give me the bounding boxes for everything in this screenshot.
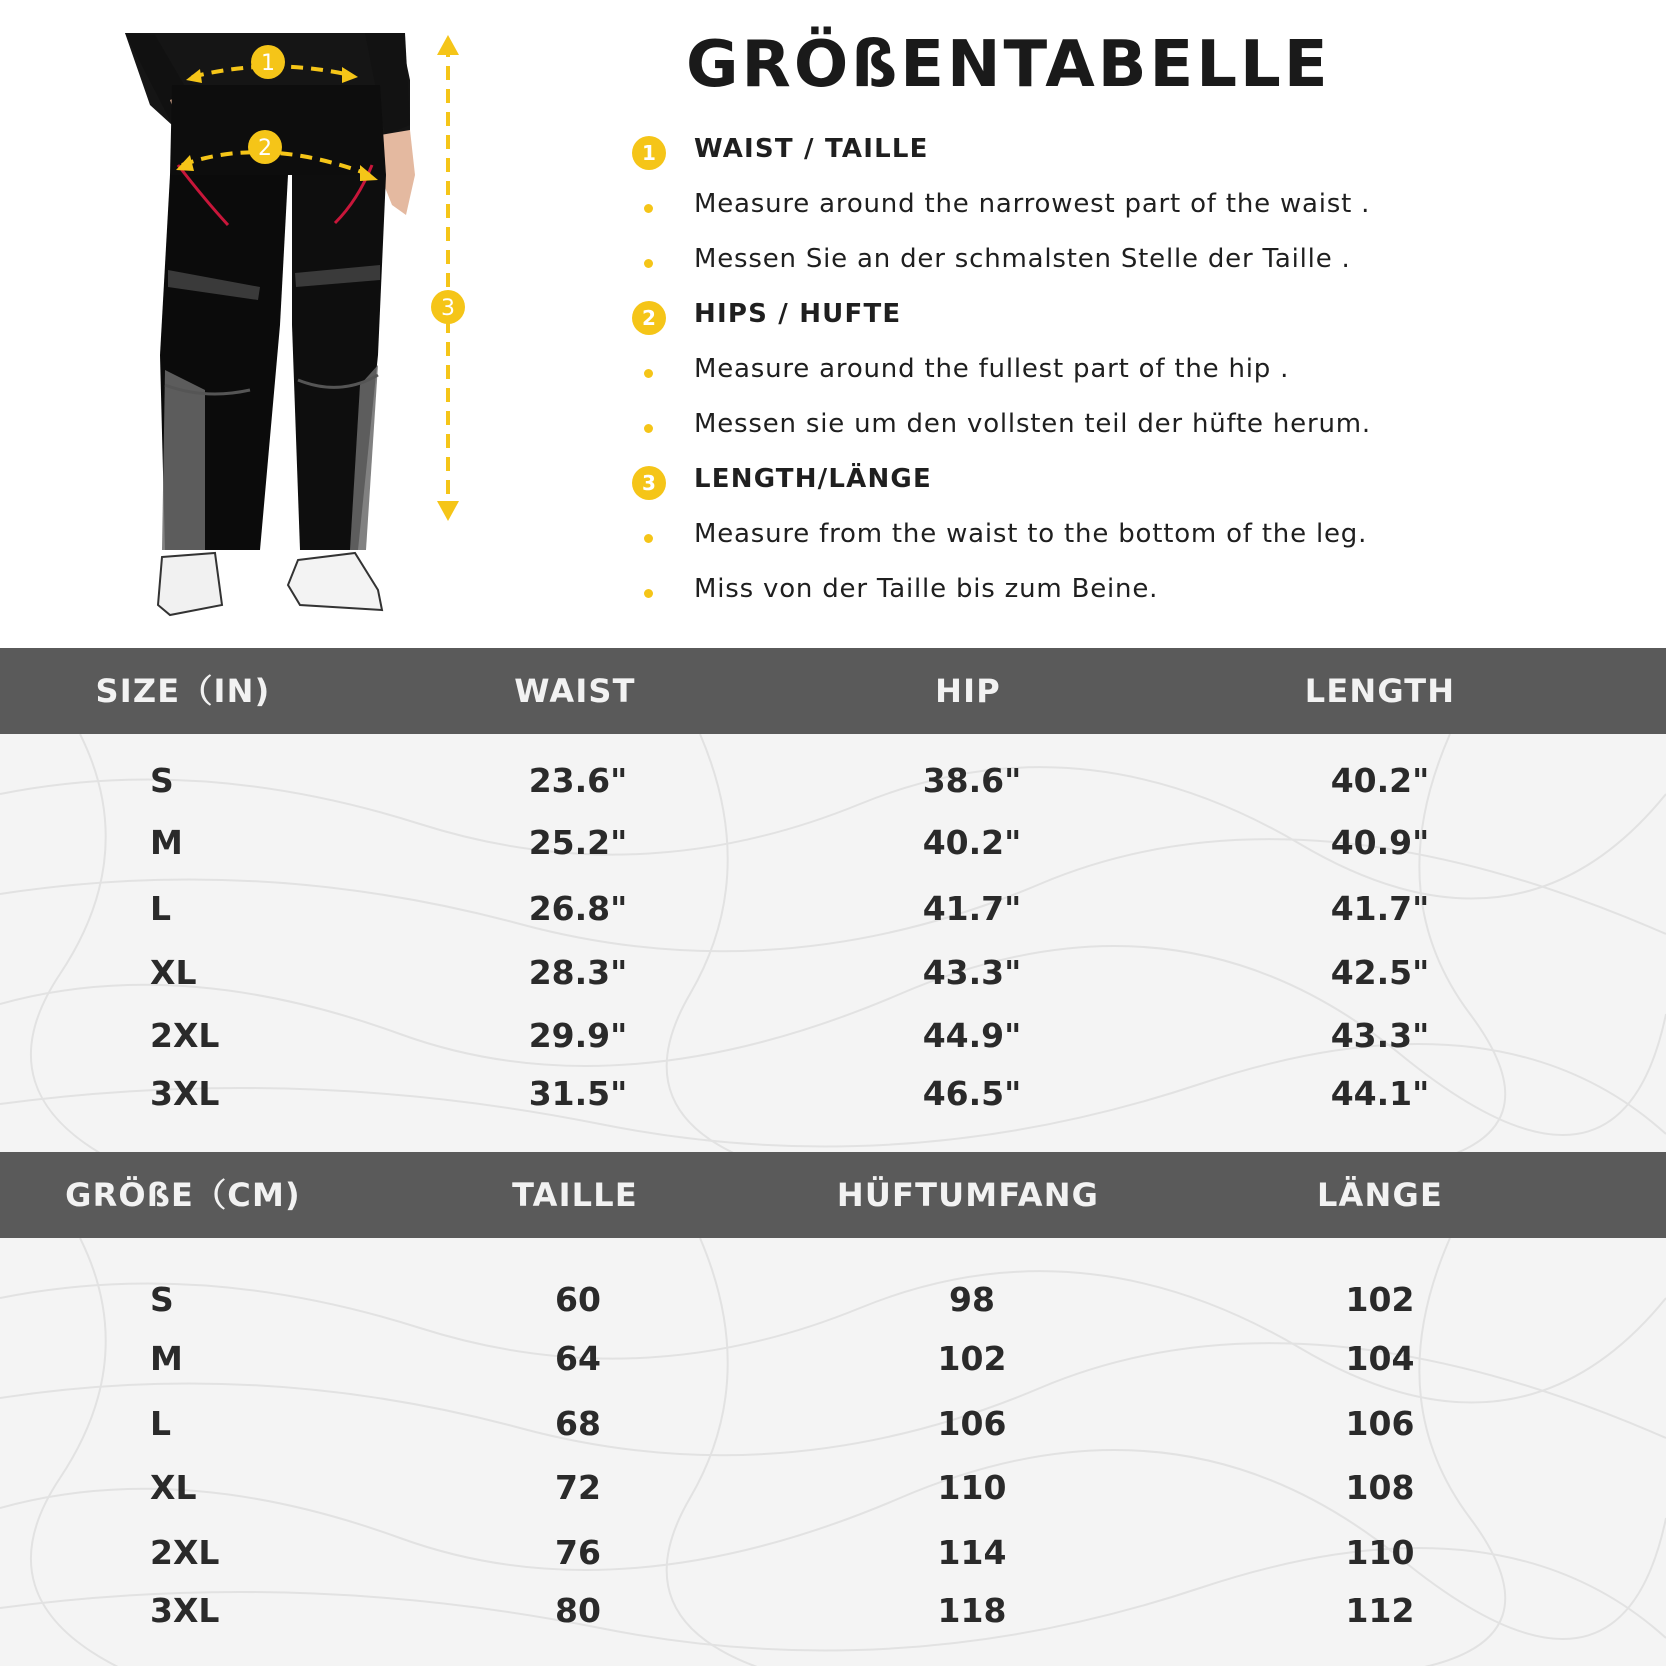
hip-marker-2: 2	[258, 136, 272, 161]
size-cell: 3XL	[150, 1591, 220, 1630]
table-cell: 43.3"	[922, 953, 1022, 992]
column-header: TAILLE	[512, 1176, 638, 1214]
guide-heading	[630, 128, 1630, 183]
guide-bullet-text: Measure around the fullest part of the hip .	[694, 354, 1290, 384]
size-cell: XL	[150, 1468, 197, 1507]
size-cell: 2XL	[150, 1016, 220, 1055]
table-cell: 44.9"	[922, 1016, 1022, 1055]
table-cell: 31.5"	[528, 1074, 628, 1113]
guide-bullet	[630, 238, 1630, 293]
column-header: WAIST	[514, 672, 636, 710]
guide-bullet	[630, 403, 1630, 458]
guide-bullet	[630, 183, 1630, 238]
guide-heading	[630, 293, 1630, 348]
guide-bullet	[630, 348, 1630, 403]
number-badge: 2	[632, 301, 666, 335]
table-cm-body	[0, 1238, 1666, 1666]
table-cell: 114	[937, 1533, 1007, 1572]
table-cell: 23.6"	[528, 761, 628, 800]
size-cell: M	[150, 1339, 183, 1378]
table-cell: 118	[937, 1591, 1007, 1630]
guide-heading-text: HIPS / HUFTE	[694, 299, 902, 329]
table-cell: 112	[1345, 1591, 1415, 1630]
guide-bullet	[630, 568, 1630, 623]
guide-bullet	[630, 513, 1630, 568]
table-in-body	[0, 734, 1666, 1152]
table-cell: 76	[555, 1533, 601, 1572]
size-cell: 2XL	[150, 1533, 220, 1572]
guide-bullet-text: Messen sie um den vollsten teil der hüfte herum.	[694, 409, 1371, 439]
guide-bullet-text: Measure from the waist to the bottom of the leg.	[694, 519, 1368, 549]
table-cell: 41.7"	[922, 889, 1022, 928]
size-cell: 3XL	[150, 1074, 220, 1113]
column-header: SIZE（IN)	[95, 672, 271, 710]
guide-heading-text: WAIST / TAILLE	[694, 134, 929, 164]
table-cell: 72	[555, 1468, 601, 1507]
column-header: LENGTH	[1304, 672, 1456, 710]
table-cell: 41.7"	[1330, 889, 1430, 928]
table-cell: 106	[1345, 1404, 1415, 1443]
table-cell: 98	[949, 1280, 995, 1319]
column-header: LÄNGE	[1316, 1176, 1444, 1214]
table-cell: 110	[937, 1468, 1007, 1507]
table-cell: 80	[555, 1591, 601, 1630]
length-marker-3: 3	[441, 296, 455, 321]
table-in-header	[0, 648, 1666, 734]
table-cell: 102	[1345, 1280, 1415, 1319]
table-cell: 28.3"	[528, 953, 628, 992]
table-cell: 42.5"	[1330, 953, 1430, 992]
table-cell: 38.6"	[922, 761, 1022, 800]
top-section	[0, 0, 1666, 648]
column-header: HIP	[935, 672, 1001, 710]
table-cell: 40.2"	[1330, 761, 1430, 800]
bullet-dot-icon	[644, 589, 653, 598]
bullet-dot-icon	[644, 204, 653, 213]
number-badge: 3	[632, 466, 666, 500]
table-cell: 104	[1345, 1339, 1415, 1378]
guide-bullet-text: Measure around the narrowest part of the waist .	[694, 189, 1371, 219]
table-cell: 40.9"	[1330, 823, 1430, 862]
table-cm-header	[0, 1152, 1666, 1238]
table-cell: 68	[555, 1404, 601, 1443]
guide-bullet-text: Miss von der Taille bis zum Beine.	[694, 574, 1159, 604]
table-cell: 108	[1345, 1468, 1415, 1507]
size-cell: L	[150, 1404, 172, 1443]
table-cell: 44.1"	[1330, 1074, 1430, 1113]
page-title: GRÖßENTABELLE	[686, 28, 1331, 102]
pants-figure	[110, 25, 490, 645]
size-cell: S	[150, 761, 174, 800]
bullet-dot-icon	[644, 259, 653, 268]
table-cell: 40.2"	[922, 823, 1022, 862]
waist-marker-1: 1	[261, 51, 275, 76]
column-header: GRÖßE（CM)	[65, 1176, 301, 1214]
number-badge: 1	[632, 136, 666, 170]
topographic-pattern	[0, 1238, 1666, 1666]
table-cell: 110	[1345, 1533, 1415, 1572]
guide-heading	[630, 458, 1630, 513]
table-cell: 46.5"	[922, 1074, 1022, 1113]
bullet-dot-icon	[644, 424, 653, 433]
size-cell: S	[150, 1280, 174, 1319]
measurement-guide	[630, 128, 1630, 623]
table-cell: 106	[937, 1404, 1007, 1443]
size-cell: L	[150, 889, 172, 928]
guide-bullet-text: Messen Sie an der schmalsten Stelle der Taille .	[694, 244, 1351, 274]
table-cell: 25.2"	[528, 823, 628, 862]
table-cell: 64	[555, 1339, 601, 1378]
table-cell: 29.9"	[528, 1016, 628, 1055]
table-cell: 102	[937, 1339, 1007, 1378]
bullet-dot-icon	[644, 534, 653, 543]
column-header: HÜFTUMFANG	[836, 1176, 1100, 1214]
table-cell: 26.8"	[528, 889, 628, 928]
guide-heading-text: LENGTH/LÄNGE	[694, 464, 932, 494]
size-cell: XL	[150, 953, 197, 992]
table-cell: 60	[555, 1280, 601, 1319]
bullet-dot-icon	[644, 369, 653, 378]
size-cell: M	[150, 823, 183, 862]
table-cell: 43.3"	[1330, 1016, 1430, 1055]
